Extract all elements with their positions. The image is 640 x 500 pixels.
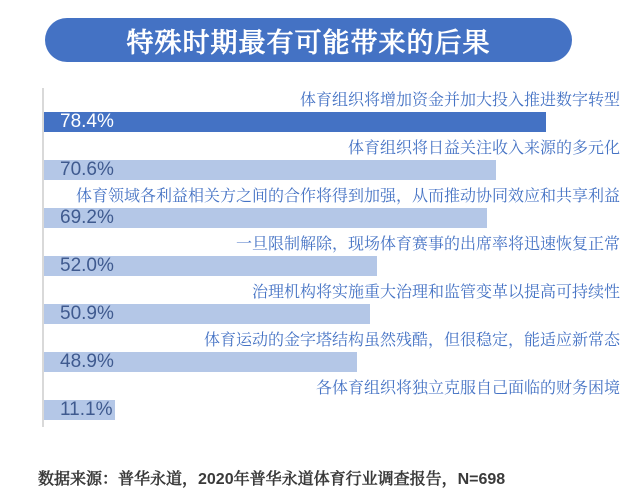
bar-track	[44, 208, 640, 228]
chart-title-banner	[45, 18, 572, 62]
data-source-note: 数据来源：普华永道，2020年普华永道体育行业调查报告，N=698	[38, 471, 506, 488]
chart-title: 特殊时期最有可能带来的后果	[126, 27, 491, 58]
category-label: 体育组织将增加资金并加大投入推进数字转型	[299, 92, 620, 109]
bar	[44, 400, 115, 420]
category-label: 治理机构将实施重大治理和监管变革以提高可持续性	[251, 284, 620, 301]
bar-track	[44, 304, 640, 324]
bar	[44, 304, 370, 324]
bar-group	[44, 283, 640, 331]
value-label: 48.9%	[60, 351, 114, 372]
bar-track	[44, 112, 640, 132]
bar	[44, 112, 546, 132]
bar-group	[44, 139, 640, 187]
value-label: 70.6%	[60, 159, 114, 180]
bar-group	[44, 331, 640, 379]
value-label: 78.4%	[60, 111, 114, 132]
value-label: 69.2%	[60, 207, 114, 228]
category-label: 各体育组织将独立克服自己面临的财务困境	[315, 380, 620, 397]
category-label: 体育组织将日益关注收入来源的多元化	[347, 140, 620, 157]
horizontal-bar-chart	[42, 88, 640, 427]
bar-group	[44, 91, 640, 139]
category-label: 一旦限制解除，现场体育赛事的出席率将迅速恢复正常	[235, 236, 620, 253]
bar	[44, 160, 496, 180]
bar	[44, 256, 377, 276]
bar	[44, 352, 357, 372]
value-label: 50.9%	[60, 303, 114, 324]
category-label: 体育领域各利益相关方之间的合作将得到加强，从而推动协同效应和共享利益	[75, 188, 620, 205]
bar-group	[44, 235, 640, 283]
bar-group	[44, 187, 640, 235]
value-label: 52.0%	[60, 255, 114, 276]
category-label: 体育运动的金字塔结构虽然残酷，但很稳定，能适应新常态	[203, 332, 620, 349]
bar-track	[44, 352, 640, 372]
bar	[44, 208, 487, 228]
bar-group	[44, 379, 640, 427]
bar-track	[44, 256, 640, 276]
bar-track	[44, 400, 640, 420]
bar-track	[44, 160, 640, 180]
value-label: 11.1%	[60, 399, 113, 420]
